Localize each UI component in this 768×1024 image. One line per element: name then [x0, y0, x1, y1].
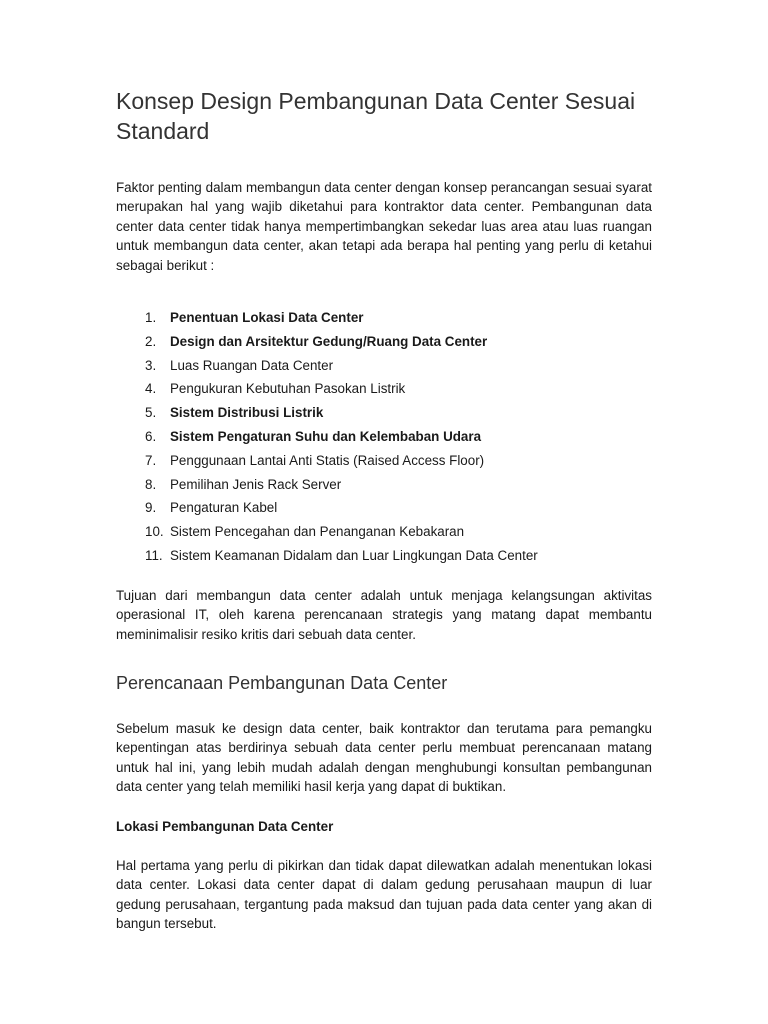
- list-item-number: 3.: [145, 357, 157, 373]
- list-item-number: 6.: [145, 429, 157, 445]
- list-item: [116, 520, 652, 544]
- list-item-text: Penentuan Lokasi Data Center: [170, 310, 364, 326]
- purpose-paragraph: Tujuan dari membangun data center adalah untuk menjaga kelangsungan aktivitas operasional IT, oleh karena perencanaan strategis yang matang dapat membantu meminimalisir resiko kritis dari sebuah data center.: [116, 587, 652, 642]
- list-item-text: Pemilihan Jenis Rack Server: [170, 476, 342, 492]
- list-item-text: Sistem Pencegahan dan Penanganan Kebakaran: [170, 524, 465, 540]
- list-item: [116, 330, 652, 354]
- list-item: [116, 401, 652, 425]
- list-item-text: Luas Ruangan Data Center: [170, 357, 334, 373]
- list-item-text: Sistem Distribusi Listrik: [170, 405, 324, 421]
- list-item-number: 7.: [145, 452, 157, 468]
- list-item-number: 11.: [145, 548, 163, 563]
- list-item-text: Design dan Arsitektur Gedung/Ruang Data Center: [170, 333, 488, 349]
- list-item-number: 2.: [145, 333, 157, 349]
- section-heading: Perencanaan Pembangunan Data Center: [116, 673, 448, 694]
- list-item-number: 9.: [145, 500, 157, 516]
- list-item-text: Sistem Keamanan Didalam dan Luar Lingkungan Data Center: [170, 548, 538, 563]
- list-item-text: Pengaturan Kabel: [170, 500, 278, 516]
- list-item-text: Sistem Pengaturan Suhu dan Kelembaban Udara: [170, 429, 482, 445]
- list-item: [116, 449, 652, 473]
- list-item-number: 10.: [145, 524, 164, 540]
- intro-paragraph: Faktor penting dalam membangun data center dengan konsep perancangan sesuai syarat merupakan hal yang wajib diketahui para kontraktor data center. Pembangunan data center data center tidak hanya mempertimbangkan sekedar luas area atau luas ruangan untuk membangun data center, akan tetapi ada berapa hal penting yang perlu di ketahui sebagai berikut :: [116, 180, 652, 273]
- list-item: [116, 544, 652, 568]
- list-item-number: 5.: [145, 405, 157, 421]
- document-title: Konsep Design Pembangunan Data Center Sesuai Standard: [116, 88, 636, 144]
- subheading: Lokasi Pembangunan Data Center: [116, 818, 334, 834]
- list-item: [116, 377, 652, 401]
- list-item: [116, 496, 652, 520]
- list-item-text: Penggunaan Lantai Anti Statis (Raised Access Floor): [170, 452, 485, 468]
- numbered-list: [116, 306, 652, 568]
- list-item: [116, 306, 652, 330]
- list-item: [116, 473, 652, 497]
- list-item: [116, 354, 652, 378]
- list-item-number: 1.: [145, 310, 157, 326]
- section-intro-paragraph: Sebelum masuk ke design data center, baik kontraktor dan terutama para pemangku kepentingan atas berdirinya sebuah data center perlu membuat perencanaan matang untuk hal ini, yang lebih mudah adalah dengan menghubungi konsultan pembangunan data center yang telah memiliki hasil kerja yang dapat di buktikan.: [116, 721, 652, 795]
- location-paragraph: Hal pertama yang perlu di pikirkan dan tidak dapat dilewatkan adalah menentukan lokasi data center. Lokasi data center dapat di dalam gedung perusahaan maupun di luar gedung perusahaan, tergantung pada maksud dan tujuan pada data center yang akan di bangun tersebut.: [116, 858, 652, 932]
- list-item-number: 8.: [145, 476, 157, 492]
- list-item-number: 4.: [145, 381, 157, 397]
- document-content: [116, 86, 652, 934]
- list-item-text: Pengukuran Kebutuhan Pasokan Listrik: [170, 381, 406, 397]
- list-item: [116, 425, 652, 449]
